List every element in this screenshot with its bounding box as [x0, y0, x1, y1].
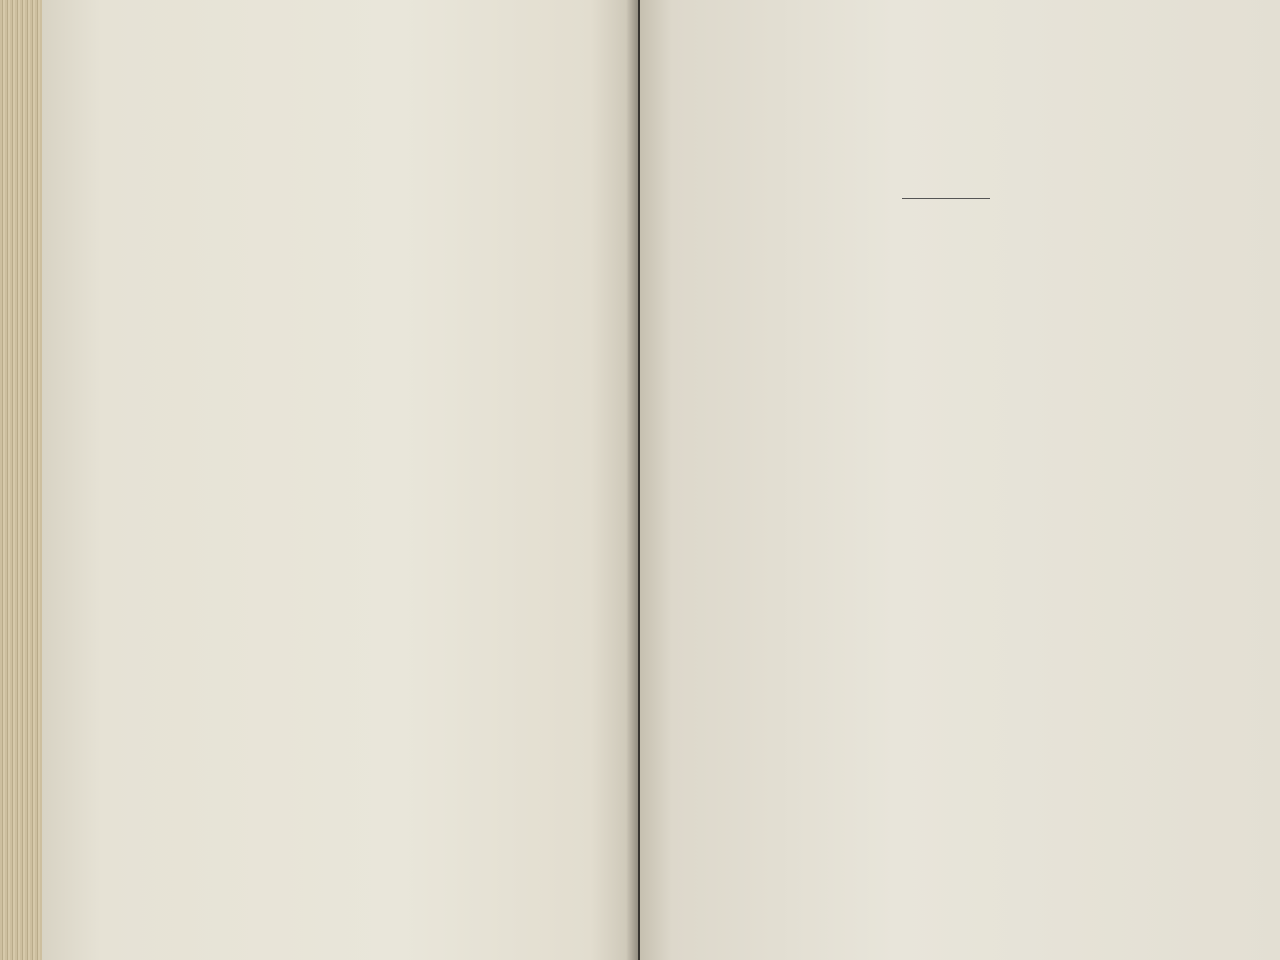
page-edges [0, 0, 42, 960]
right-page [640, 0, 1280, 960]
left-page [42, 0, 638, 960]
title-rule [902, 198, 990, 199]
